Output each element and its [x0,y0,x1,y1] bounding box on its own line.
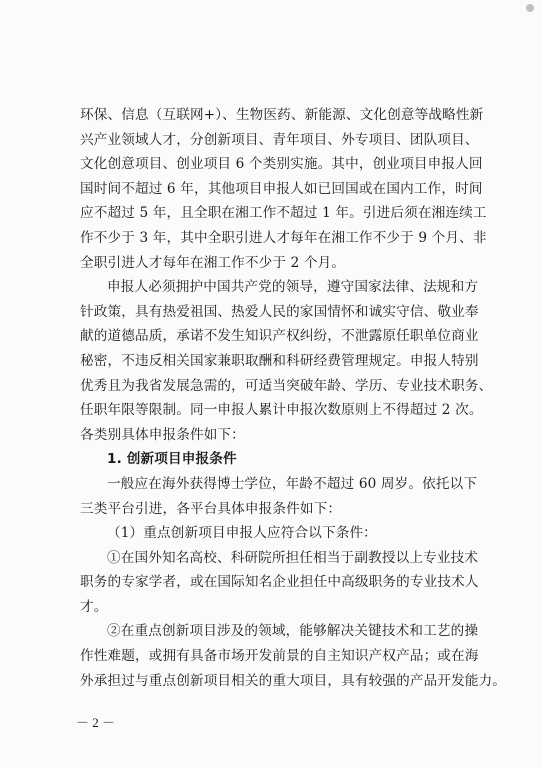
text-line: 文化创意项目、创业项目 6 个类别实施。其中，创业项目申报人回 [80,156,483,173]
text-line: 三类平台引进，各平台具体申报条件如下： [80,500,342,517]
document-body [80,103,507,693]
paragraph-start: 一般应在海外获得博士学位，年龄不超过 60 周岁。依托以下 [107,475,478,492]
text-line: 全职引进人才每年在湘工作不少于 2 个月。 [80,254,346,271]
text-line: 针政策，具有热爱祖国、热爱人民的家国情怀和诚实守信、敬业奉 [80,303,479,320]
paragraph-start: 申报人必须拥护中国共产党的领导，遵守国家法律、法规和方 [107,279,479,296]
page-number: － 2 － [76,715,116,730]
section-heading: 1. 创新项目申报条件 [107,451,237,468]
text-line: 作不少于 3 年，其中全职引进人才每年在湘工作不少于 9 个月、非 [80,229,487,246]
text-line: 任职年限等限制。同一申报人累计申报次数原则上不得超过 2 次。 [80,402,483,419]
text-line: 优秀且为我省发展急需的，可适当突破年龄、学历、专业技术职务、 [80,377,493,394]
text-line: 秘密，不违反相关国家兼职取酬和科研经费管理规定。申报人特别 [80,352,479,369]
scan-mark [526,4,534,12]
text-line: 职务的专家学者，或在国际知名企业担任中高级职务的专业技术人 [80,574,479,591]
text-line: 应不超过 5 年，且全职在湘工作不超过 1 年。引进后须在湘连续工 [80,205,487,222]
text-line: 外承担过与重点创新项目相关的重大项目，具有较强的产品开发能力。 [80,672,507,689]
text-line: 作性难题，或拥有具备市场开发前景的自主知识产权产品；或在海 [80,648,479,665]
text-line: 才。 [80,598,108,615]
subsection-heading: （1）重点创新项目申报人应符合以下条件： [107,525,377,542]
list-item-start: ①在国外知名高校、科研院所担任相当于副教授以上专业技术 [107,549,479,566]
text-line: 环保、信息（互联网+）、生物医药、新能源、文化创意等战略性新 [80,107,484,123]
text-line: 献的道德品质，承诺不发生知识产权纠纷，不泄露原任职单位商业 [80,328,479,345]
list-item-start: ②在重点创新项目涉及的领域，能够解决关键技术和工艺的操 [107,623,479,640]
text-line: 国时间不超过 6 年，其他项目申报人如已回国或在国内工作，时间 [80,180,483,197]
text-line: 兴产业领域人才，分创新项目、青年项目、外专项目、团队项目、 [80,131,479,148]
text-line: 各类别具体申报条件如下： [80,426,245,443]
